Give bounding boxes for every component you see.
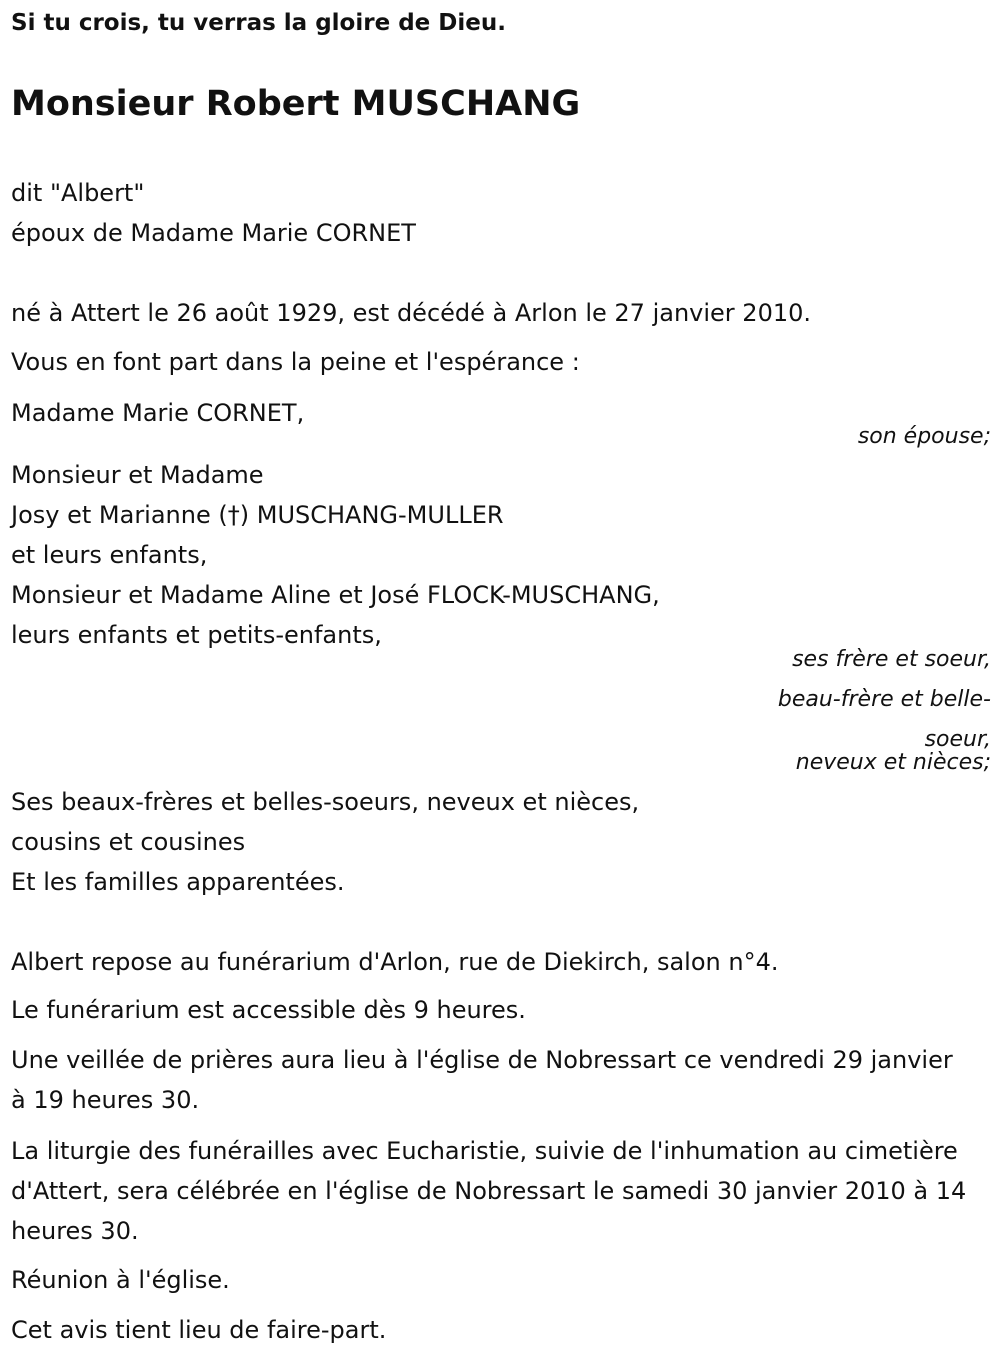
deceased-name: Monsieur Robert MUSCHANG xyxy=(11,84,581,124)
siblings-relation: beau-frère et belle- xyxy=(777,687,991,712)
info-line: Cet avis tient lieu de faire-part. xyxy=(11,1316,387,1344)
info-paragraph: La liturgie des funérailles avec Eucharistie, suivie de l'inhumation au cimetière d'Attert, sera célébrée en l'église de Nobressart le samedi 30 janvier 2010 à 14 heures 30. xyxy=(11,1137,967,1245)
wife-name: Madame Marie CORNET, xyxy=(11,399,305,427)
sibling-line: Monsieur et Madame Aline et José FLOCK-MUSCHANG, xyxy=(11,581,660,609)
wife-relation: son épouse; xyxy=(857,424,991,449)
spouse-line: époux de Madame Marie CORNET xyxy=(11,219,416,247)
siblings-relation: neveux et nièces; xyxy=(795,750,991,775)
sibling-line: Monsieur et Madame xyxy=(11,461,264,489)
info-line: Albert repose au funérarium d'Arlon, rue de Diekirch, salon n°4. xyxy=(11,948,779,976)
announcement: Vous en font part dans la peine et l'espérance : xyxy=(11,348,580,376)
motto: Si tu crois, tu verras la gloire de Dieu. xyxy=(11,10,506,36)
info-line: Réunion à l'église. xyxy=(11,1266,230,1294)
alias: dit "Albert" xyxy=(11,179,145,207)
info-paragraph: Une veillée de prières aura lieu à l'église de Nobressart ce vendredi 29 janvier à 19 heures 30. xyxy=(11,1046,953,1114)
others-line: Et les familles apparentées. xyxy=(11,868,345,896)
sibling-line: Josy et Marianne (†) MUSCHANG-MULLER xyxy=(11,501,504,529)
sibling-line: leurs enfants et petits-enfants, xyxy=(11,621,382,649)
birth-death: né à Attert le 26 août 1929, est décédé à Arlon le 27 janvier 2010. xyxy=(11,299,812,327)
others-line: Ses beaux-frères et belles-soeurs, neveux et nièces, xyxy=(11,788,640,816)
siblings-relation: soeur, xyxy=(924,727,991,752)
siblings-relation: ses frère et soeur, xyxy=(792,647,991,672)
others-line: cousins et cousines xyxy=(11,828,246,856)
sibling-line: et leurs enfants, xyxy=(11,541,208,569)
info-line: Le funérarium est accessible dès 9 heures. xyxy=(11,996,526,1024)
